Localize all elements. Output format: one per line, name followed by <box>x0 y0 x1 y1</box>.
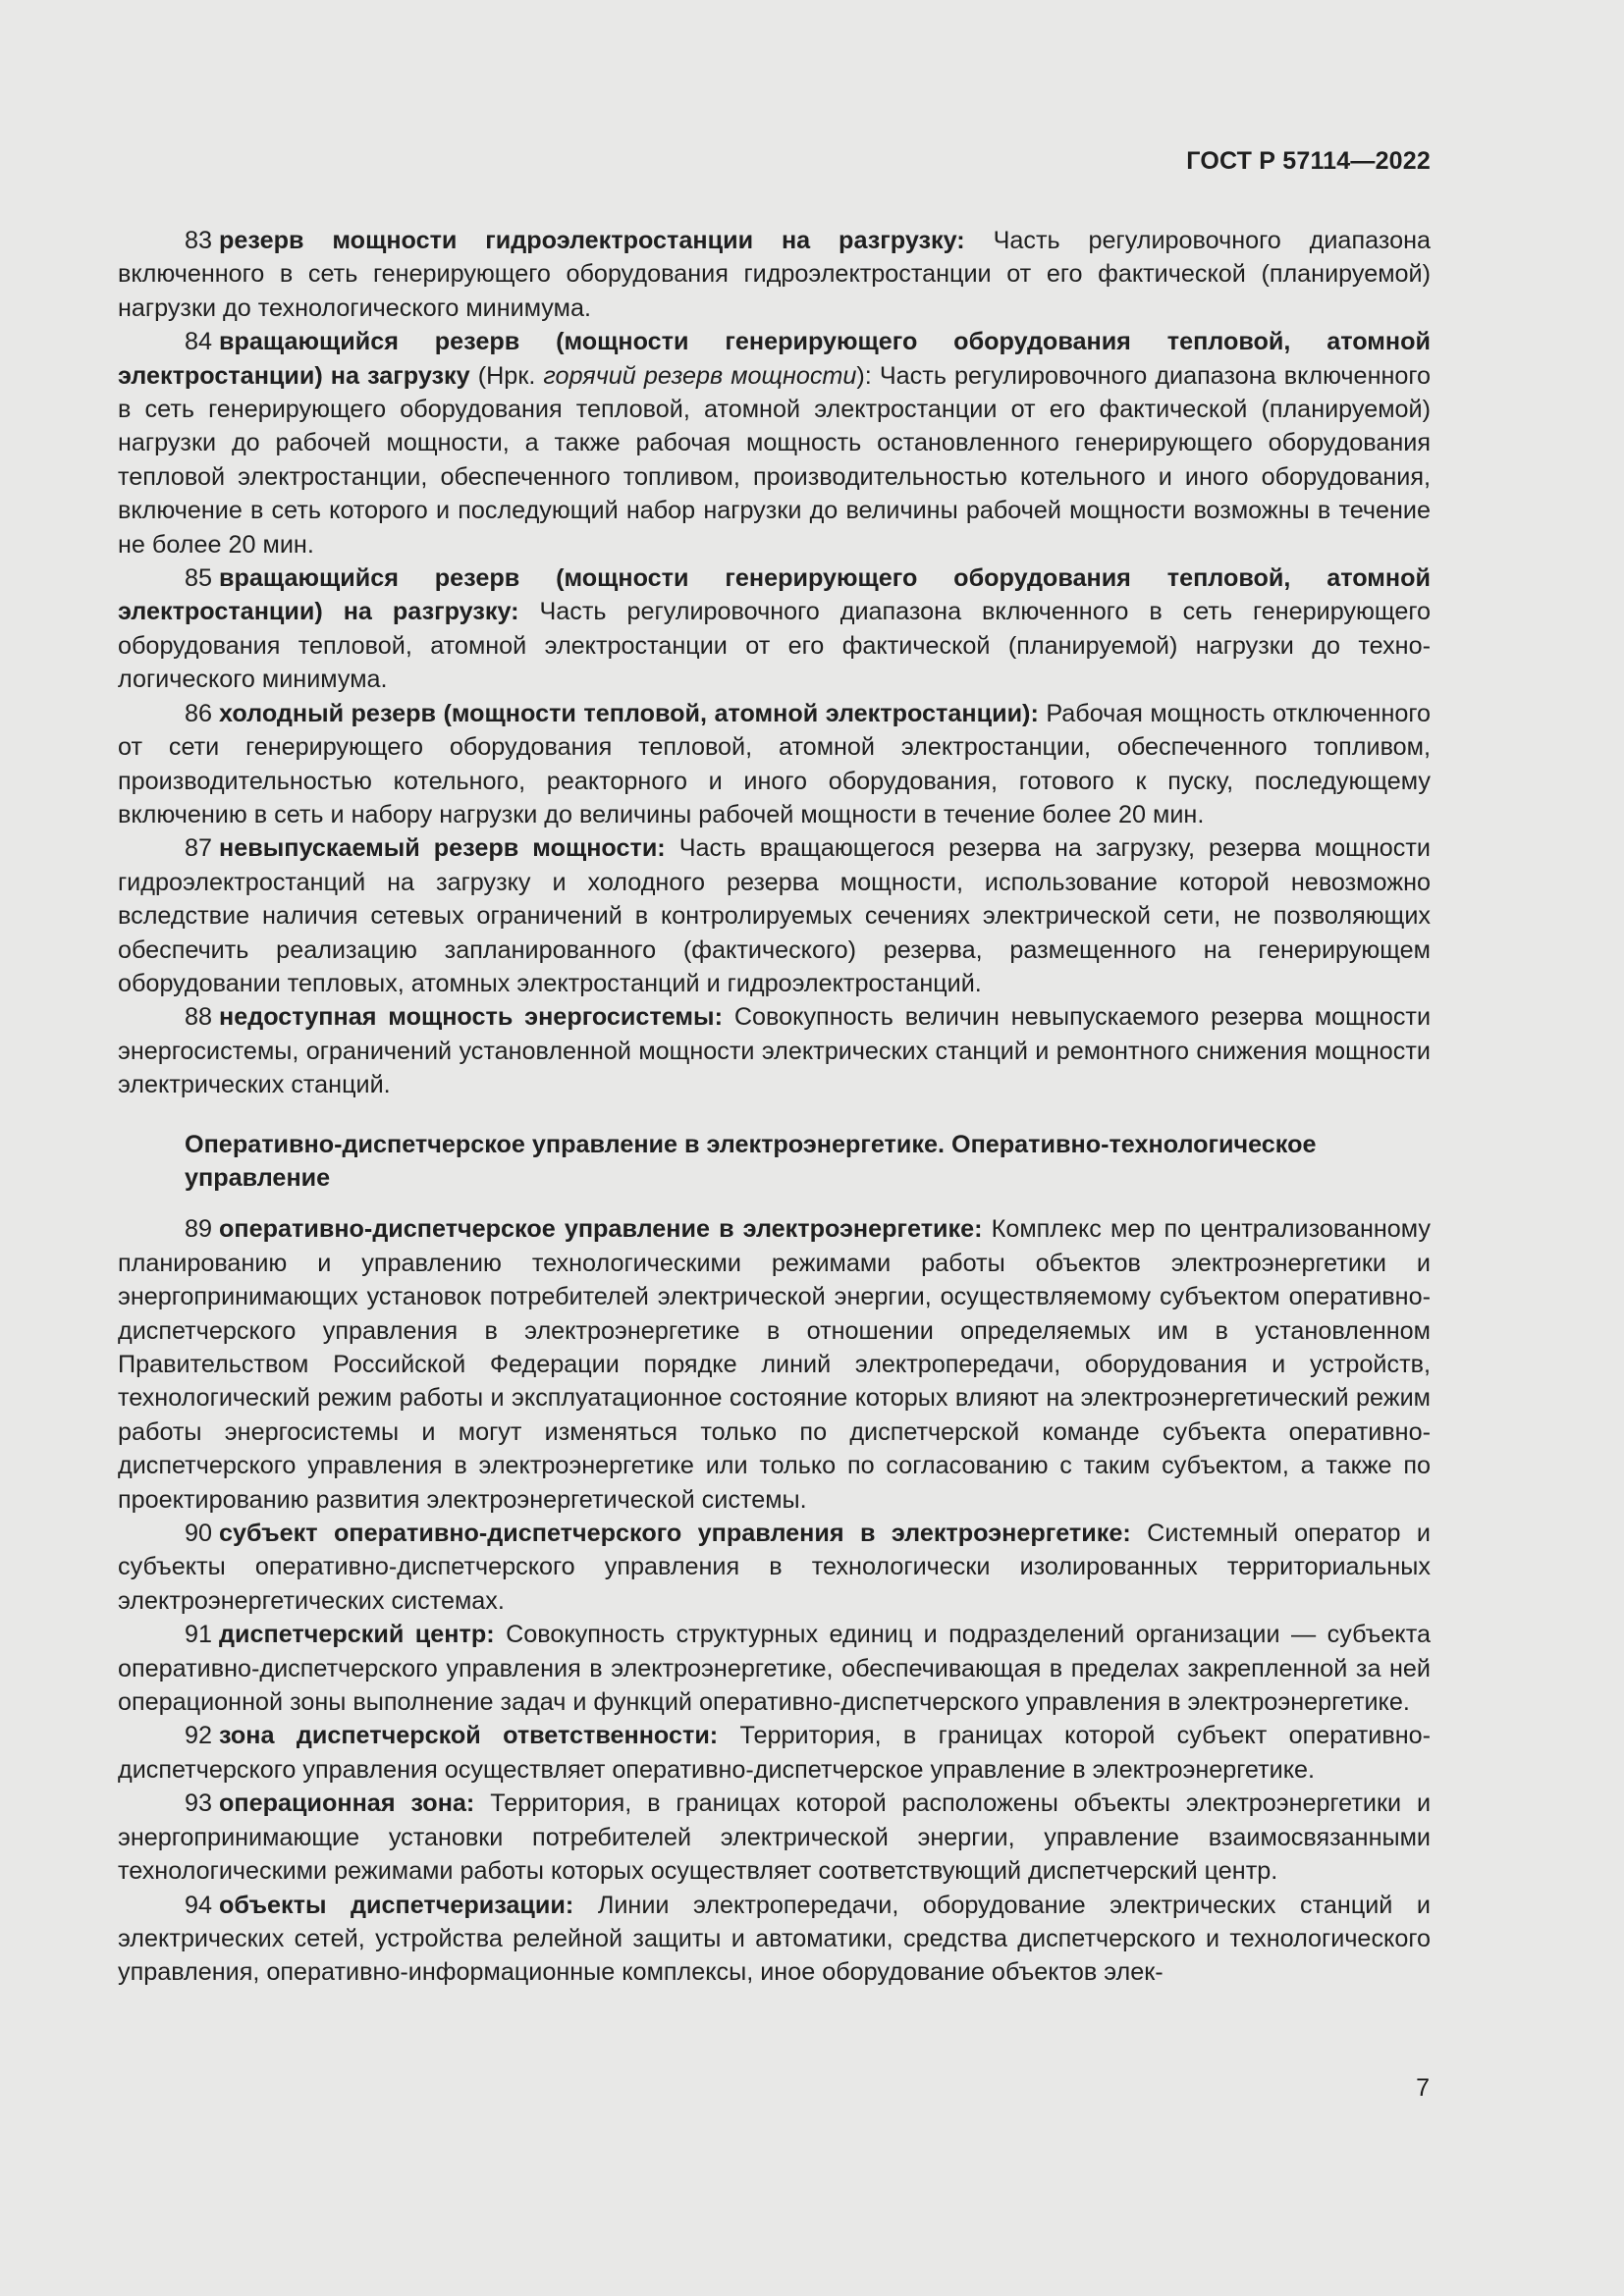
term-title: вращающийся резерв (мощности генерирующего оборудования тепловой, атомной электростанции) на разгрузку: <box>118 564 1431 626</box>
term-title: субъект оперативно-диспетчерского управления в электроэнергетике: <box>219 1520 1131 1548</box>
term-title: резерв мощности гидроэлектростанции на разгрузку: <box>219 227 965 254</box>
term-number: 91 <box>185 1621 213 1649</box>
term-alt-prefix: (Нрк. <box>477 361 536 390</box>
term-title: недоступная мощность энергосистемы: <box>219 1003 723 1032</box>
document-body <box>118 224 1431 1990</box>
term-number: 86 <box>185 699 213 727</box>
term-number: 85 <box>185 564 213 593</box>
term-definition: Комплекс мер по централизованному планированию и управлению технологическими режимами работы объектов электроэнергетики и энергопринимающих установок потребителей электрической энергии, осуществляемому субъектом оперативно-диспетчерского управления в электроэнергетике в отношении определяемых им в установленном Правительством Российской Федерации порядке линий электропередачи, оборудования и устройств, технологический режим работы и эксплуатационное состояние которых влияют на электроэнергетический режим работы энергосистемы и могут изменяться только по диспетчерской команде субъекта оперативно-диспетчерского управления в электроэнергетике или только по согласованию с таким субъектом, а также по проектированию развития электроэнергетической системы. <box>118 1215 1431 1514</box>
term-title: невыпускаемый резерв мощности: <box>219 834 666 863</box>
term-definition: Часть регулировочного диапазона включенного в сеть генерирующего оборудования гидроэлектростанции от его фактической (планируемой) нагрузки до технологического минимума. <box>118 227 1431 322</box>
term-number: 93 <box>185 1789 213 1818</box>
term-title: зона диспетчерской ответственности: <box>219 1722 719 1750</box>
term-definition: Рабочая мощность отключенного от сети генерирующего оборудования тепловой, атомной электростанции, обеспеченного топливом, производительностью котельного, реакторного и иного оборудования, готового к пуску, последующему включению в сеть и набору нагрузки до величины рабочей мощности в течение более 20 мин. <box>118 699 1432 828</box>
term-title: объекты диспетчеризации: <box>219 1891 574 1919</box>
term-definition: Линии электропередачи, оборудование электрических станций и электрических сетей, устройства релейной защиты и автоматики, средства диспетчерского и технологического управления, оперативно-информационные комплексы, иное оборудование объектов элек- <box>118 1891 1432 1987</box>
term-definition: Часть регулировочного диапазона включенного в сеть генерирующего оборудования тепловой, атомной электростанции от его фактической (планируемой) нагрузки до рабочей мощности, а также рабочая мощность остановленного генерирующего оборудования тепловой электростанции, обеспеченного топливом, производительностью котельного и иного оборудования, включение в сеть которого и последующий набор нагрузки до величины рабочей мощности возможны в течение не более 20 мин. <box>118 361 1432 559</box>
term-definition: Часть вращающегося резерва на загрузку, резерва мощности гидроэлектростанций на загрузку и холодного резерва мощности, использование которой невозможно вследствие наличия сетевых ограничений в контролируемых сечениях электрической сети, не позволяющих обеспечить реализацию запланированного (фактического) резерва, размещенного на генерирующем оборудовании тепловых, атомных электростанций и гидроэлектростанций. <box>118 834 1431 997</box>
term-title: оперативно-диспетчерское управление в электроэнергетике: <box>219 1215 983 1244</box>
term-entry-84 <box>118 325 1431 561</box>
document-standard-id: ГОСТ Р 57114—2022 <box>1186 147 1431 175</box>
term-entry-91 <box>118 1618 1431 1719</box>
term-title: холодный резерв (мощности тепловой, атомной электростанции): <box>219 699 1039 727</box>
term-entry-92 <box>118 1719 1431 1787</box>
term-number: 83 <box>185 227 213 254</box>
term-number: 87 <box>185 834 213 863</box>
term-entry-87 <box>118 831 1431 1000</box>
term-definition: Совокупность величин невыпускаемого резерва мощности энергосистемы, ограничений установленной мощности электрических станций и ремонтного снижения мощности электрических станций. <box>118 1003 1432 1099</box>
term-entry-86 <box>118 697 1431 832</box>
term-number: 89 <box>185 1215 213 1244</box>
term-number: 88 <box>185 1003 213 1032</box>
term-definition: Системный оператор и субъекты оперативно-диспетчерского управления в технологически изолированных территориальных электроэнергетических системах. <box>118 1520 1431 1615</box>
term-definition: Совокупность структурных единиц и подразделений организации — субъекта оперативно-диспетчерского управления в электроэнергетике, обеспечивающая в пределах закрепленной за ней операционной зоны выполнение задач и функций оперативно-диспетчерского управления в электроэнергетике. <box>118 1621 1431 1717</box>
term-entry-94 <box>118 1889 1431 1990</box>
term-number: 90 <box>185 1520 213 1548</box>
term-number: 92 <box>185 1722 213 1750</box>
term-entry-90 <box>118 1517 1431 1618</box>
term-number: 94 <box>185 1891 213 1919</box>
term-entry-93 <box>118 1787 1431 1888</box>
term-entry-85 <box>118 561 1431 697</box>
term-entry-89 <box>118 1212 1431 1517</box>
page-number: 7 <box>1416 2074 1430 2102</box>
term-definition: Территория, в границах которой субъект оперативно-диспетчерского управления осуществляет оперативно-диспетчерское управление в электроэнергетике. <box>118 1722 1432 1784</box>
term-title: вращающийся резерв (мощности генерирующего оборудования тепловой, атомной электростанции) на загрузку <box>118 328 1431 390</box>
term-title: операционная зона: <box>219 1789 475 1818</box>
term-alt-term: горячий резерв мощности <box>543 361 857 390</box>
term-definition: Часть регулировочного диапазона включенного в сеть генерирующего оборудования тепловой, атомной электростанции от его фактической (планируемой) нагрузки до технологического минимума. <box>118 598 1431 694</box>
term-number: 84 <box>185 328 213 356</box>
section-heading: Оперативно-диспетчерское управление в электроэнергетике. Оперативно-технологическое управление <box>185 1130 1317 1192</box>
term-title: диспетчерский центр: <box>219 1621 495 1649</box>
term-definition: Территория, в границах которой расположены объекты электроэнергетики и энергопринимающие установки потребителей электрической энергии, управление взаимосвязанными технологическими режимами работы которых осуществляет соответствующий диспетчерский центр. <box>118 1789 1432 1886</box>
term-entry-83 <box>118 224 1431 325</box>
term-entry-88 <box>118 1000 1431 1101</box>
term-alt-suffix: ): <box>856 361 872 390</box>
